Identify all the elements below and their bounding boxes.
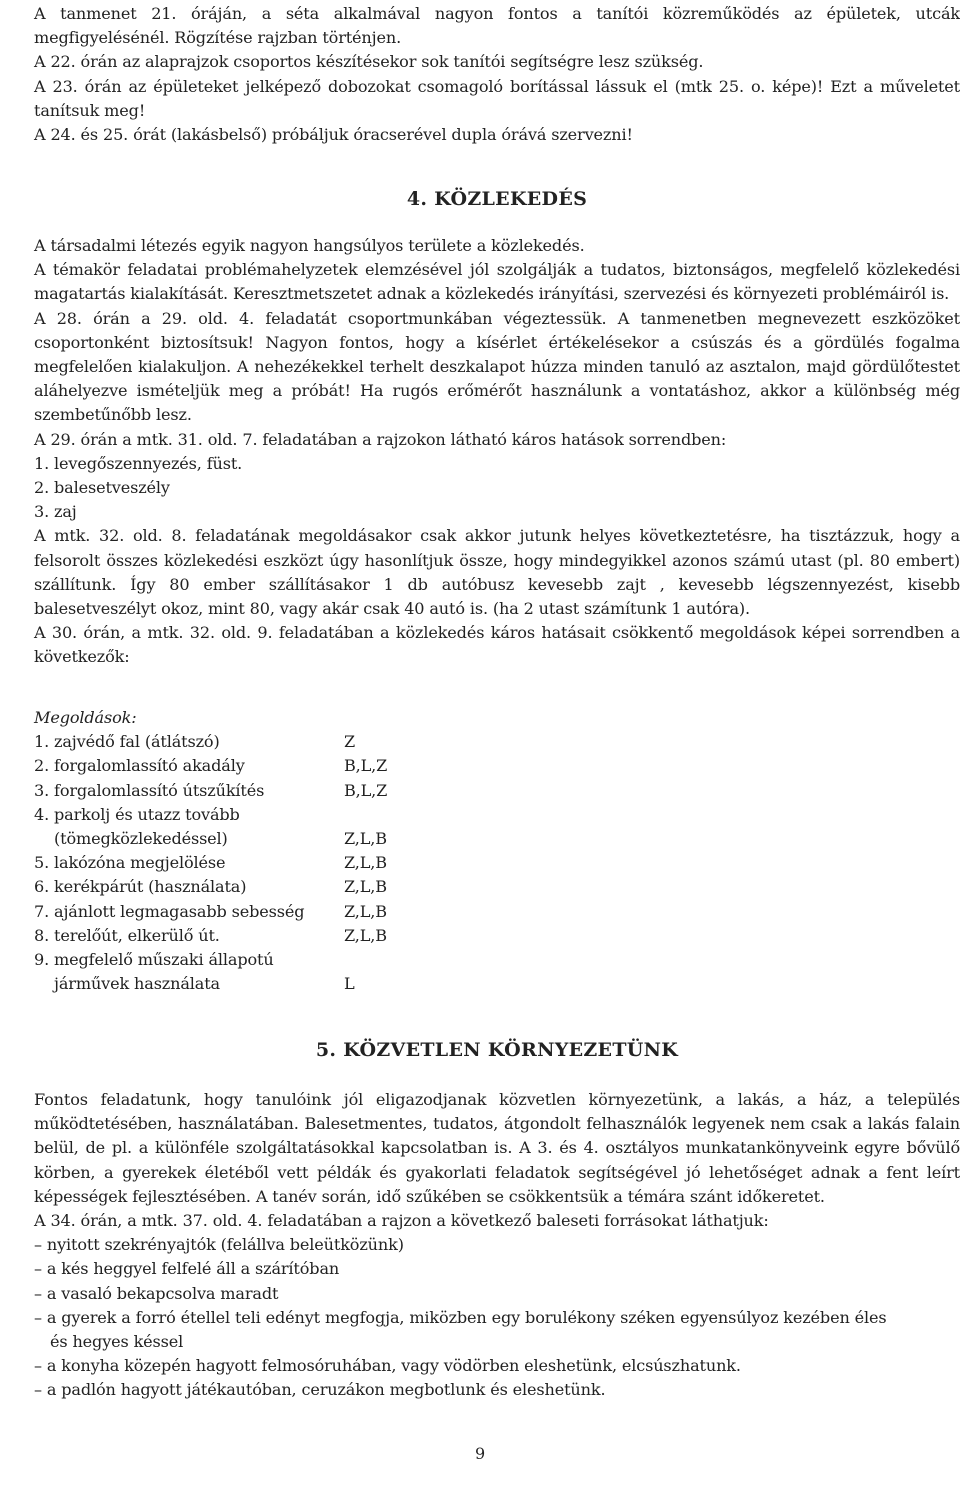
solution-row (34, 827, 634, 851)
solution-code: Z,L,B (344, 925, 387, 945)
paragraph: A 28. órán a 29. old. 4. feladatát csoportmunkában végeztessük. A tanmenetben megnevezett eszközöket csoportonként biztosítsuk! Nagyon fontos, hogy a kísérlet értékelésekor a csúszás és a gördülés fogalma megfelelően kialakuljon. A nehezékekkel terhelt deszkalapot húzza minden tanuló az asztalon, majd gördülőtestet aláhelyezve ismételjük meg a próbát! Ha rugós erőmérőt használunk a vontatáshoz, akkor a különbség még szembetűnőbb lesz. (34, 308, 960, 425)
list-item: – a gyerek a forró étellel teli edényt megfogja, miközben egy borulékony széken egyensúlyoz kezében éles (34, 1307, 887, 1327)
list-item: 1. levegőszennyezés, füst. (34, 453, 243, 473)
list-item: 3. zaj (34, 502, 77, 522)
solution-code: Z,L,B (344, 877, 387, 897)
solution-label: 5. lakózóna megjelölése (34, 853, 226, 873)
section-heading-kornyezet: 5. KÖZVETLEN KÖRNYEZETÜNK (315, 1039, 679, 1061)
solution-row (34, 948, 634, 972)
solution-code: Z,L,B (344, 828, 387, 848)
solution-row (34, 779, 634, 803)
solution-code: B,L,Z (344, 756, 388, 776)
solution-label: 1. zajvédő fal (átlátszó) (34, 732, 220, 752)
paragraph: A tanmenet 21. óráján, a séta alkalmával nagyon fontos a tanítói közreműködés az épületek, utcák megfigyelésénél. Rögzítése rajzban történjen. (34, 4, 960, 48)
list-item: – a kés heggyel felfelé áll a szárítóban (34, 1259, 340, 1279)
paragraph: Fontos feladatunk, hogy tanulóink jól eligazodjanak közvetlen környezetünk, a lakás, a ház, a település működtetésében, használatában. Balesetmentes, tudatos, átgondolt felhasználók legyenek nem csak a lakás falain belül, de pl. a különféle szolgáltatásokkal kapcsolatban is. A 3. és 4. osztályos munkatankönyveink egyre bővülő körben, a gyerekek életéből vett példák és gyakorlati feladatok segítségével jó lehetőséget adnak a fent leírt képességek fejlesztésében. A tanév során, idő szűkében se csökkentsük a témára szánt időkeretet. (34, 1090, 960, 1206)
solution-label: 3. forgalomlassító útszűkítés (34, 780, 265, 800)
solution-code: Z (344, 732, 356, 752)
solution-label: 2. forgalomlassító akadály (34, 756, 245, 776)
solution-code: Z,L,B (344, 853, 387, 873)
list-item: 2. balesetveszély (34, 478, 170, 498)
list-item-continuation: és hegyes késsel (50, 1332, 184, 1352)
paragraph: A 22. órán az alaprajzok csoportos készítésekor sok tanítói segítségre lesz szükség. (34, 52, 704, 72)
solution-row (34, 875, 634, 899)
solution-row (34, 803, 634, 827)
paragraph: A 23. órán az épületeket jelképező dobozokat csomagoló borítással lássuk el (mtk 25. o. képe)! Ezt a műveletet tanítsuk meg! (34, 76, 960, 120)
list-item: – a padlón hagyott játékautóban, ceruzákon megbotlunk és eleshetünk. (34, 1380, 606, 1400)
paragraph: A 29. órán a mtk. 31. old. 7. feladatában a rajzokon látható káros hatások sorrendben: (34, 429, 727, 449)
solution-label: 4. parkolj és utazz tovább (34, 804, 240, 824)
paragraph: A témakör feladatai problémahelyzetek elemzésével jól szolgálják a tudatos, biztonságos, megfelelő közlekedési magatartás kialakítását. Keresztmetszetet adnak a közlekedés irányítási, szervezési és környezeti problémáiról is. (34, 260, 960, 304)
solution-row (34, 851, 634, 875)
list-item: – a vasaló bekapcsolva maradt (34, 1283, 279, 1303)
page-number: 9 (474, 1444, 486, 1463)
solution-row (34, 754, 634, 778)
section5-body (34, 1088, 960, 1403)
solution-label: 7. ajánlott legmagasabb sebesség (34, 901, 305, 921)
solution-label: 6. kerékpárút (használata) (34, 877, 247, 897)
solutions-list (34, 706, 634, 996)
list-item: – a konyha közepén hagyott felmosóruhában, vagy vödörben eleshetünk, elcsúszhatunk. (34, 1356, 741, 1376)
solution-label: 9. megfelelő műszaki állapotú (34, 949, 274, 969)
solution-row (34, 924, 634, 948)
list-item: – nyitott szekrényajtók (felállva beleütközünk) (34, 1235, 404, 1255)
solution-row (34, 900, 634, 924)
paragraph: A 30. órán, a mtk. 32. old. 9. feladatában a közlekedés káros hatásait csökkentő megoldások képei sorrendben a következők: (34, 623, 960, 667)
solution-code: Z,L,B (344, 901, 387, 921)
paragraph: A 34. órán, a mtk. 37. old. 4. feladatában a rajzon a következő baleseti forrásokat láthatjuk: (34, 1211, 769, 1231)
solution-row (34, 972, 634, 996)
solution-code: B,L,Z (344, 780, 388, 800)
solution-row (34, 730, 634, 754)
paragraph: A 24. és 25. órát (lakásbelső) próbáljuk óracserével dupla órává szervezni! (34, 125, 633, 145)
section-heading-kozlekedes: 4. KÖZLEKEDÉS (406, 188, 588, 210)
paragraph: A társadalmi létezés egyik nagyon hangsúlyos területe a közlekedés. (34, 236, 585, 255)
solution-code: L (344, 974, 355, 994)
solution-label: járművek használata (54, 974, 221, 994)
solution-label: 8. terelőút, elkerülő út. (34, 925, 220, 945)
solution-label: (tömegközlekedéssel) (54, 828, 228, 848)
intro-block (34, 2, 960, 147)
solutions-label: Megoldások: (34, 708, 137, 727)
paragraph: A mtk. 32. old. 8. feladatának megoldásakor csak akkor jutunk helyes következtetésre, ha tisztázzuk, hogy a felsorolt összes közlekedési eszközt úgy hasonlítjuk össze, hogy mindegyikkel azonos számú utast (pl. 80 embert) szállítunk. Így 80 ember szállításakor 1 db autóbusz kevesebb zajt , kevesebb légszennyezést, kisebb balesetveszélyt okoz, mint 80, vagy akár csak 40 autó is. (ha 2 utast számítunk 1 autóra). (34, 526, 960, 619)
section4-body (34, 234, 960, 670)
